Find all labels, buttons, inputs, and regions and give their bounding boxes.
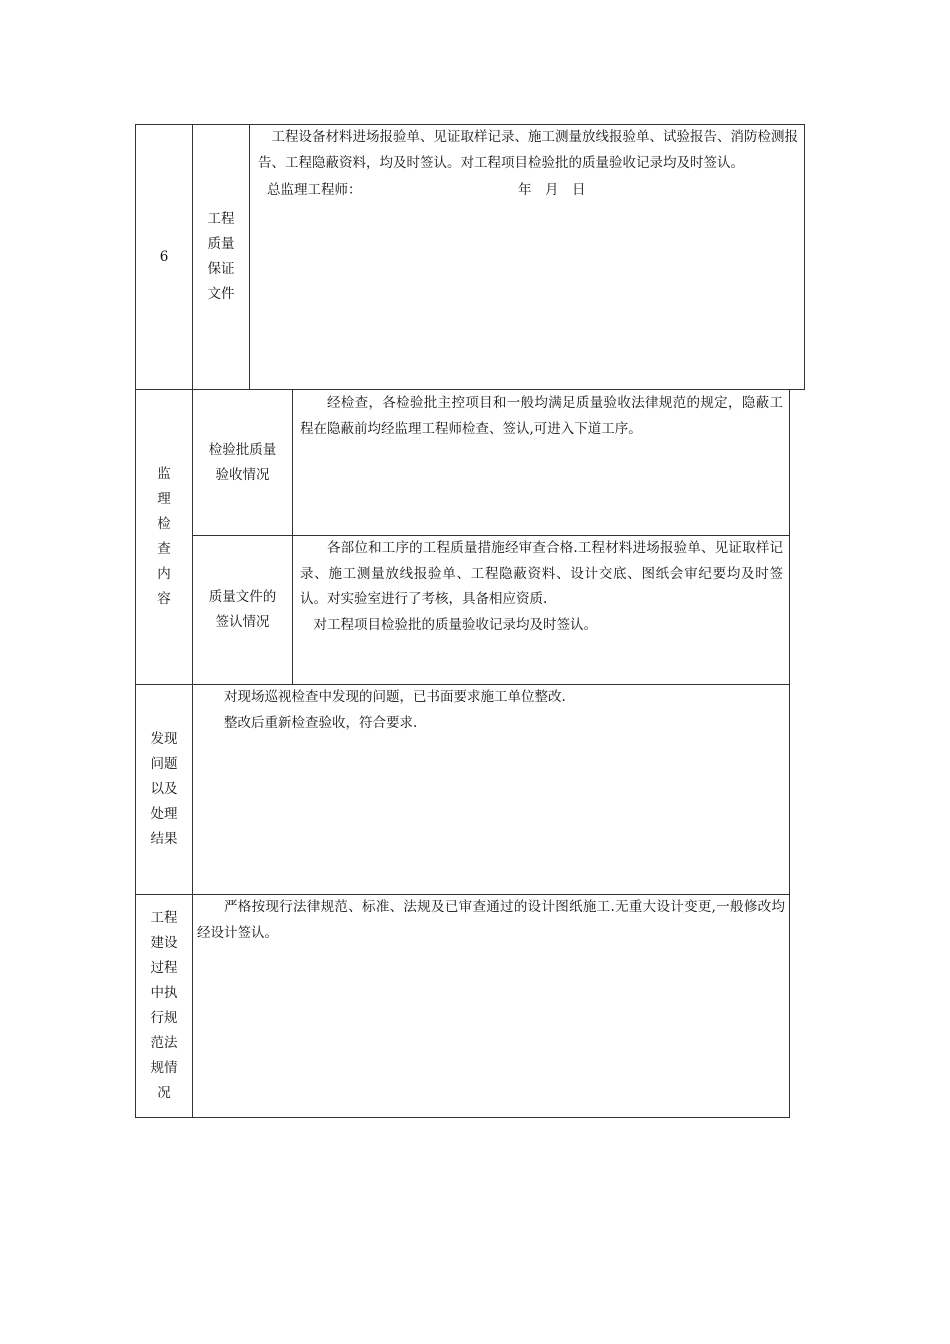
- row6-content-cell: [258, 125, 798, 201]
- supervision-label: 监 理 检 查 内 容: [157, 466, 171, 607]
- date-label: 年 月 日: [518, 182, 586, 198]
- compliance-content-text: 严格按现行法律规范、标准、法规及已审查通过的设计图纸施工.无重大设计变更,一般修改均经设计签认。: [197, 899, 785, 941]
- signoff-content-cell: [300, 536, 783, 638]
- issues-line-1: 对现场巡视检查中发现的问题，已书面要求施工单位整改.: [224, 689, 566, 705]
- row6-label: 工程 质量 保证 文件: [207, 211, 235, 302]
- inspection-content-cell: [300, 391, 783, 442]
- row6-content-text: 工程设备材料进场报验单、见证取样记录、施工测量放线报验单、试验报告、消防检测报告、工程隐蔽资料，均及时签认。对工程项目检验批的质量验收记录均及时签认。: [258, 129, 798, 171]
- row6-label-cell: [193, 125, 249, 389]
- supervision-label-cell: [136, 390, 192, 684]
- row-number: 6: [159, 249, 169, 265]
- issues-content-cell: [197, 685, 783, 736]
- compliance-label-cell: [136, 895, 192, 1117]
- table-bottom-border: [135, 1117, 790, 1118]
- inspection-content-text: 经检查，各检验批主控项目和一般均满足质量验收法律规范的规定，隐蔽工程在隐蔽前均经监理工程师检查、签认,可进入下道工序。: [300, 395, 783, 437]
- issues-label-cell: [136, 685, 192, 894]
- compliance-content-cell: [197, 895, 785, 946]
- signoff-content-text-1: 各部位和工序的工程质量措施经审查合格.工程材料进场报验单、见证取样记录、施工测量放线报验单、工程隐蔽资料、设计交底、图纸会审纪要均及时签认。对实验室进行了考核，具备相应资质.: [300, 540, 783, 607]
- supervision-content-divider: [292, 389, 293, 685]
- row6-right-border: [804, 124, 805, 390]
- signoff-label: 质量文件的 签认情况: [208, 589, 277, 630]
- compliance-label: 工程 建设 过程 中执 行规 范法 规情 况: [150, 910, 178, 1101]
- signoff-label-cell: [193, 560, 292, 660]
- signature-line: [258, 176, 798, 201]
- signer-label: 总监理工程师：: [267, 182, 362, 198]
- row6-content-divider: [249, 124, 250, 390]
- table-right-border: [789, 389, 790, 1118]
- signoff-content-text-2: 对工程项目检验批的质量验收记录均及时签认。: [313, 616, 597, 633]
- issues-line-2: 整改后重新检查验收，符合要求.: [224, 714, 418, 731]
- inspection-label: 检验批质量 验收情况: [208, 441, 277, 483]
- issues-label: 发现 问题 以及 处理 结果: [150, 731, 178, 847]
- row6-number-cell: [136, 125, 192, 389]
- inspection-label-cell: [193, 390, 292, 535]
